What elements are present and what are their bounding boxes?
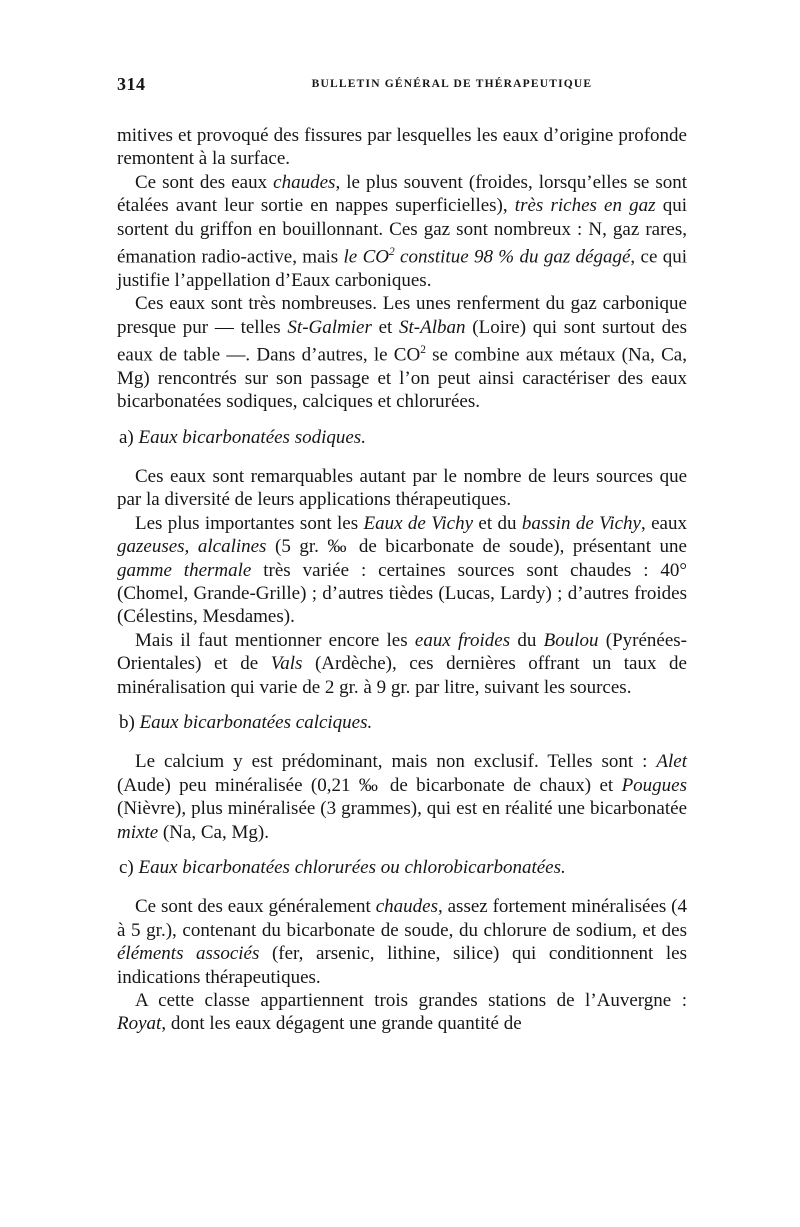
section-heading (117, 426, 687, 449)
paragraph (117, 171, 687, 292)
italic-run: Eaux bicarbonatées calciques. (139, 712, 373, 733)
text-run: c) (119, 857, 139, 879)
italic-run: éléments associés (117, 943, 260, 965)
text-run: a) (119, 426, 139, 448)
text-run: Ces eaux sont remarquables autant par le nombre de leurs sources que par la diversité de leurs applications thérapeutiques. (117, 465, 687, 511)
italic-run: Eaux de Vichy (363, 512, 474, 534)
text-run: Ce sont des eaux (135, 171, 274, 193)
paragraph (117, 895, 687, 989)
italic-run: Alet (656, 751, 687, 773)
text-run: très variée : certaines sources sont chaudes : 40° (Chomel, Grande-Grille) ; d’autres tièdes (Lucas, Lardy) ; d’autres froides (Célestins, Mesdames). (117, 559, 687, 628)
text-run: Les plus importantes sont les (135, 512, 364, 534)
text-run: , dont les eaux dégagent une grande quantité de (161, 1013, 522, 1035)
italic-run: Eaux bicarbonatées sodiques. (138, 426, 366, 448)
body-text (117, 124, 687, 1036)
italic-run: gamme thermale (117, 559, 252, 581)
paragraph (117, 465, 687, 512)
italic-run: St-Galmier (287, 316, 372, 338)
page-number: 314 (117, 74, 146, 94)
italic-run: Royat (117, 1013, 162, 1035)
paragraph (117, 124, 687, 171)
text-run: Le calcium y est prédominant, mais non exclusif. Telles sont : (135, 751, 657, 773)
text-run: et du (473, 512, 522, 534)
italic-run: le CO (343, 246, 389, 268)
text-run: Ce sont des eaux généralement (135, 896, 376, 918)
paragraph (117, 512, 687, 629)
italic-run: constitue 98 % du gaz dégagé (394, 246, 631, 268)
italic-run: chaudes (273, 171, 336, 193)
text-run: (Aude) peu minéralisée (0,21 ‰ de bicarbonate de chaux) et (117, 774, 622, 796)
text-run: b) (119, 712, 140, 733)
italic-run: bassin de Vichy (521, 512, 641, 534)
page-header (117, 74, 687, 98)
text-run: Ces eaux sont très nombreuses. Les unes renferment du gaz carbonique presque pur — telles (117, 293, 687, 338)
text-run: (5 gr. ‰ de bicarbonate de soude), présentant une (266, 536, 687, 558)
italic-run: Eaux bicarbonatées chlorurées ou chlorobicarbonatées. (138, 857, 566, 879)
text-run: qui sortent du griffon en bouillonnant. Ces gaz sont nombreux : N, gaz rares, émanation radio-active, mais (117, 195, 688, 268)
text-run: (Ardèche), ces dernières offrant un taux de minéralisation qui varie de 2 gr. à 9 gr. par litre, suivant les sources. (117, 653, 687, 698)
text-run: (fer, arsenic, lithine, silice) qui conditionnent les indications thérapeutiques. (117, 943, 687, 988)
superscript-run: 2 (420, 343, 426, 356)
text-run: A cette classe appartiennent trois grandes stations de l’Auvergne : (135, 990, 687, 1012)
paragraph (117, 989, 687, 1036)
paragraph (117, 292, 687, 413)
text-run: se combine aux métaux (Na, Ca, Mg) rencontrés sur son passage et l’on peut ainsi caractériser des eaux bicarbonatées sodiques, calciques et chlorurées. (117, 344, 687, 413)
section-heading (117, 711, 687, 734)
text-run: mitives et provoqué des fissures par lesquelles les eaux d’origine profonde remontent à la surface. (117, 125, 687, 170)
text-run: (Na, Ca, Mg). (158, 821, 269, 843)
italic-run: eaux froides (414, 629, 511, 651)
text-run: du (510, 629, 544, 651)
text-run: (Loire) qui sont surtout des eaux de table —. Dans d’autres, le CO (117, 316, 688, 366)
text-run: , ce qui justifie l’appellation d’Eaux carboniques. (117, 246, 687, 291)
text-run: , le plus souvent (froides, lorsqu’elles se sont étalées avant leur sortie en nappes superficielles), (117, 171, 687, 217)
running-title: BULLETIN GÉNÉRAL DE THÉRAPEUTIQUE (311, 78, 593, 90)
paragraph (117, 750, 687, 844)
text-run: , assez fortement minéralisées (4 à 5 gr.), contenant du bicarbonate de soude, du chlorure de sodium, et des (117, 896, 687, 941)
text-run: (Nièvre), plus minéralisée (3 grammes), qui est en réalité une bicarbonatée (117, 798, 687, 820)
italic-run: gazeuses, alcalines (117, 536, 267, 558)
paragraph (117, 629, 687, 699)
italic-run: Boulou (543, 629, 599, 651)
text-run: , eaux (640, 512, 687, 534)
italic-run: chaudes (375, 896, 438, 918)
italic-run: Pougues (621, 774, 687, 796)
section-heading (117, 856, 687, 879)
italic-run: 2 (388, 246, 395, 259)
italic-run: Vals (270, 653, 303, 675)
text-run: et (371, 316, 400, 338)
italic-run: très riches en gaz (514, 195, 656, 217)
text-run: Mais il faut mentionner encore les (135, 629, 415, 651)
text-run: (Pyrénées-Orientales) et de (117, 629, 687, 675)
italic-run: mixte (117, 821, 159, 843)
italic-run: St-Alban (399, 316, 466, 338)
